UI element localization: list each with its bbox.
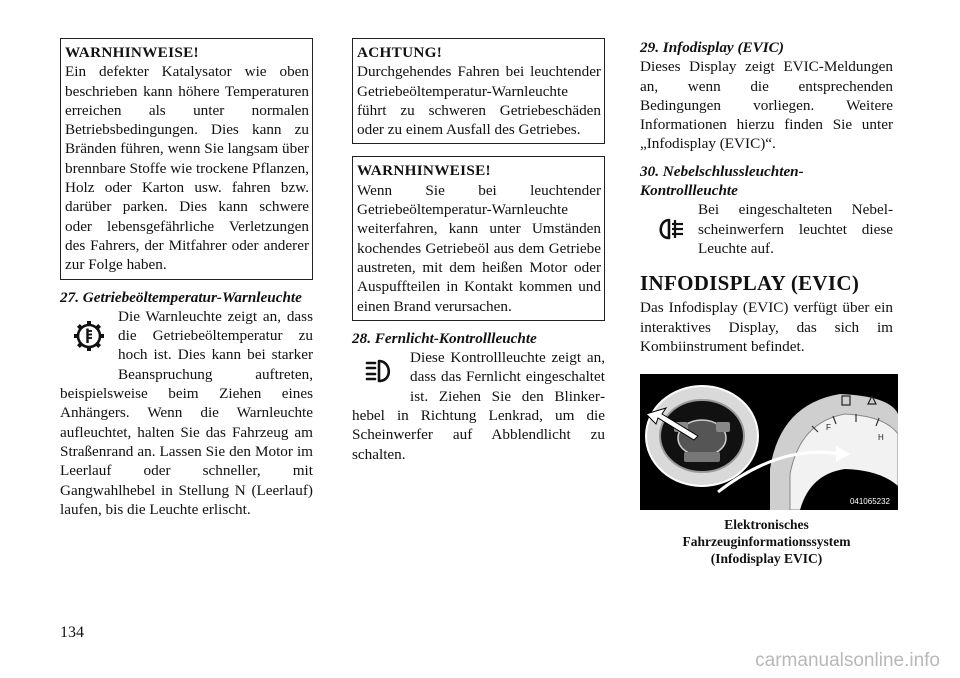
rear-fog-icon [640,200,698,258]
item-30-text: Bei eingeschalteten Nebelscheinwerfern leuchtet diese Leuchte auf. [698,201,893,257]
item-27-title: 27. Getriebeöltemperatur-Warnleuchte [60,288,302,306]
column-left [60,38,313,519]
caution-box [352,38,605,144]
item-29-title: 29. Infodisplay (EVIC) [640,39,784,56]
svg-text:F: F [826,423,831,433]
high-beam-icon [352,348,410,394]
warning-title: WARNHINWEISE! [65,44,199,61]
item-30-title: 30. Nebelschlussleuchten-Kontrollleuchte [640,162,804,200]
item-29-text: Dieses Display zeigt EVIC-Meldungen an, wenn die entsprechenden Bedingungen vorliegen. Weitere Informationen hierzu finden Sie unter „Infodisplay (EVIC)“. [640,58,893,153]
page-number: 134 [60,624,84,641]
caption-line-1: Elektronisches [724,517,809,533]
caution-title: ACHTUNG! [357,44,443,61]
figure-caption [640,516,893,567]
caption-line-3: (Infodisplay EVIC) [710,551,823,567]
item-28-title: 28. Fernlicht-Kontrollleuchte [352,329,537,347]
column-middle [352,38,605,464]
section-title: INFODISPLAY (EVIC) [640,271,860,296]
section-text: Das Infodisplay (EVIC) verfügt über ein interaktives Display, das sich im Kombiinstrument befindet. [640,299,893,355]
evic-figure [640,374,898,510]
caution-text: Durchgehendes Fahren bei leuchtender Getriebeöltemperatur-Warnleuchte führt zu schweren Getriebeschäden oder zu einem Ausfall des Getriebes. [357,63,601,139]
warning-title-2: WARNHINWEISE! [357,162,491,180]
item-28-text: Diese Kontrollleuchte zeigt an, dass das Fernlicht eingeschaltet ist. Ziehen Sie den Blinkerhebel in Richtung Lenkrad, um die Scheinwerfer auf Abblendlicht zu schalten. [352,349,605,463]
column-right [640,38,893,567]
watermark: carmanualsonline.info [755,650,940,671]
caption-line-2: Fahrzeuginformationssystem [682,534,851,550]
figure-code: 041065232 [849,497,890,507]
warning-box-transmission [352,156,605,320]
item-27-body [60,307,313,519]
item-28-body [352,348,605,464]
warning-box-catalyst [60,38,313,280]
warning-text-2: Wenn Sie bei leuchtender Getriebeöltemperatur-Warnleuchte weiterfahren, kann unter Umständen kochendes Getriebeöl aus dem Getriebe austreten, mit dem heißen Motor oder Auspuffteilen in Kontakt kommen und einen Brand verursachen. [357,181,601,315]
transmission-temp-icon [60,307,118,365]
item-30-body [640,200,893,258]
svg-text:H: H [878,433,884,443]
item-27-text: Die Warnleuchte zeigt an, dass die Getriebeöltemperatur zu hoch ist. Dies kann bei starker Beanspruchung auftreten, beispielsweise beim Ziehen eines Anhängers. Wenn die Warnleuchte aufleuchtet, halten Sie das Fahrzeug am Straßenrand an. Lassen Sie den Motor im Leerlauf oder schneller, mit Gangwahlhebel in Stellung N (Leerlauf) laufen, bis die Leuchte erlischt. [60,307,313,518]
instrument-cluster-illustration [640,374,898,510]
warning-text: Ein defekter Katalysator wie oben beschrieben kann höhere Temperaturen erreichen als unter normalen Betriebsbedingungen. Dies kann zu Bränden führen, wenn Sie langsam über brennbare Stoffe wie trockene Pflanzen, Holz oder Karton usw. fahren bzw. darüber parken. Dies kann schwere oder lebensgefährliche Verletzungen des Fahrers, der Mitfahrer oder anderer zur Folge haben. [65,63,309,274]
